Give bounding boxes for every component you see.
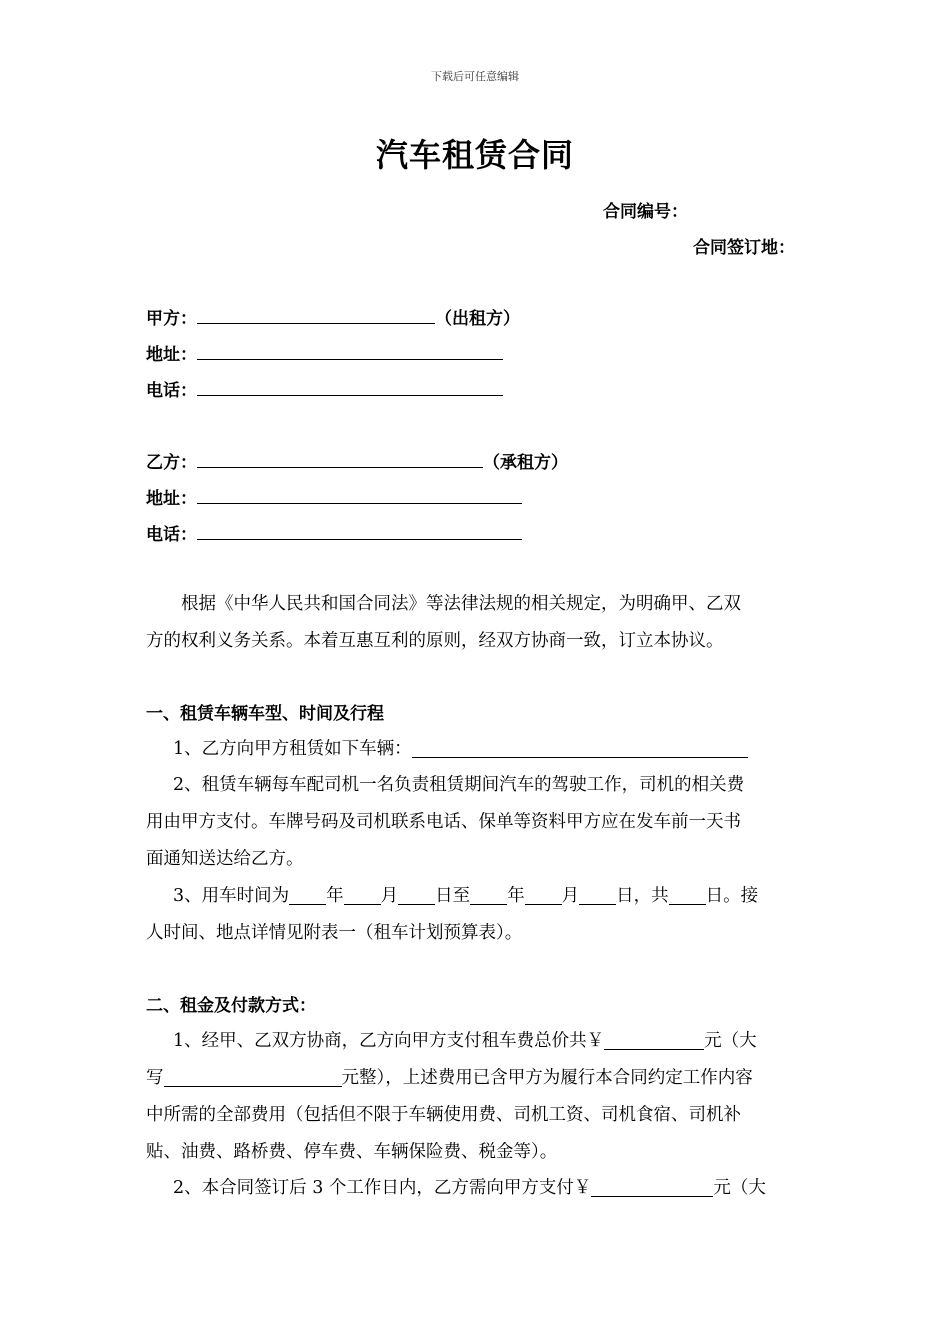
party-a-phone-blank: [197, 377, 503, 396]
deposit-blank: [591, 1176, 713, 1197]
preamble-line-2: 方的权利义务关系。本着互惠互利的原则，经双方协商一致，订立本协议。: [146, 631, 724, 651]
preamble-text-1: 根据《中华人民共和国合同法》等法律法规的相关规定，为明确甲、乙双: [181, 594, 741, 614]
total-price-prefix: 1、经甲、乙双方协商，乙方向甲方支付租车费总价共￥: [173, 1031, 605, 1051]
vehicle-blank: [412, 737, 748, 758]
header-note: 下载后可任意编辑: [431, 70, 519, 83]
section-1-item-2-line-1: [146, 771, 808, 796]
deposit-prefix: 2、本合同签订后 3 个工作日内，乙方需向甲方支付￥: [173, 1178, 592, 1198]
party-a-address-label: 地址：: [146, 345, 197, 365]
party-b-name-blank: [197, 449, 483, 468]
start-day-unit: 日至: [435, 886, 471, 906]
section-2-heading: 二、租金及付款方式：: [146, 996, 316, 1016]
section-1-item-2-text-1: 2、租赁车辆每车配司机一名负责租赁期间汽车的驾驶工作，司机的相关费: [173, 775, 745, 795]
party-a-phone-label: 电话：: [146, 381, 197, 401]
section-1-item-2-line-2: 用由甲方支付。车牌号码及司机联系电话、保单等资料甲方应在发车前一天书: [146, 812, 741, 832]
party-b-phone-blank: [197, 521, 522, 540]
total-price-uppercase-blank: [164, 1066, 342, 1087]
section-1-item-2-line-3: 面通知送达给乙方。: [146, 849, 304, 869]
party-b-address-line: [146, 484, 522, 509]
party-b-role: （承租方）: [483, 453, 568, 473]
section-1-item-1-text: 1、乙方向甲方租赁如下车辆：: [173, 739, 412, 759]
party-a-line: [146, 304, 520, 329]
end-year-blank: [470, 884, 507, 905]
total-price-uppercase-suffix: 元整），上述费用已含甲方为履行本合同约定工作内容: [341, 1068, 753, 1088]
party-a-address-line: [146, 340, 503, 365]
party-a-phone-line: [146, 376, 503, 401]
party-b-phone-line: [146, 520, 522, 545]
end-month-unit: 月: [561, 886, 580, 906]
end-day-blank: [579, 884, 616, 905]
contract-sign-place-label: 合同签订地：: [693, 238, 795, 258]
deposit-suffix: 元（大: [713, 1178, 766, 1198]
total-days-blank: [669, 884, 706, 905]
end-month-blank: [525, 884, 562, 905]
end-year-unit: 年: [507, 886, 525, 906]
total-days-unit: 日。接: [705, 886, 759, 906]
party-b-line: [146, 448, 568, 473]
total-price-suffix: 元（大: [704, 1031, 757, 1051]
section-1-item-1: [146, 735, 808, 760]
contract-title: 汽车租赁合同: [375, 136, 574, 174]
section-2-item-1-line-1: [146, 1027, 808, 1052]
section-2-item-1-line-3: 中所需的全部费用（包括但不限于车辆使用费、司机工资、司机食宿、司机补: [146, 1105, 741, 1125]
start-month-unit: 月: [380, 886, 399, 906]
total-price-blank: [604, 1029, 704, 1050]
party-b-address-label: 地址：: [146, 489, 197, 509]
usage-time-prefix: 3、用车时间为: [173, 886, 290, 906]
start-day-blank: [398, 884, 435, 905]
section-2-item-1-line-2: [146, 1064, 808, 1089]
preamble-line-1: [146, 590, 808, 615]
party-b-label: 乙方：: [146, 453, 197, 473]
party-a-role: （出租方）: [435, 309, 520, 329]
party-a-label: 甲方：: [146, 309, 197, 329]
section-2-item-1-line-4: 贴、油费、路桥费、停车费、车辆保险费、税金等）。: [146, 1142, 558, 1162]
total-price-uppercase-prefix: 写: [146, 1068, 164, 1088]
party-b-address-blank: [197, 485, 522, 504]
end-day-unit: 日，共: [616, 886, 669, 906]
party-b-phone-label: 电话：: [146, 525, 197, 545]
party-a-address-blank: [197, 341, 503, 360]
start-year-blank: [289, 884, 326, 905]
start-year-unit: 年: [326, 886, 344, 906]
start-month-blank: [344, 884, 381, 905]
party-a-name-blank: [197, 305, 435, 324]
section-1-item-3-line-2: 人时间、地点详情见附表一（租车计划预算表）。: [146, 923, 523, 943]
section-2-item-2-line-1: [146, 1174, 808, 1199]
contract-number-label: 合同编号：: [603, 202, 688, 222]
section-1-item-3-line-1: [146, 882, 808, 907]
section-1-heading: 一、租赁车辆车型、时间及行程: [146, 704, 384, 724]
